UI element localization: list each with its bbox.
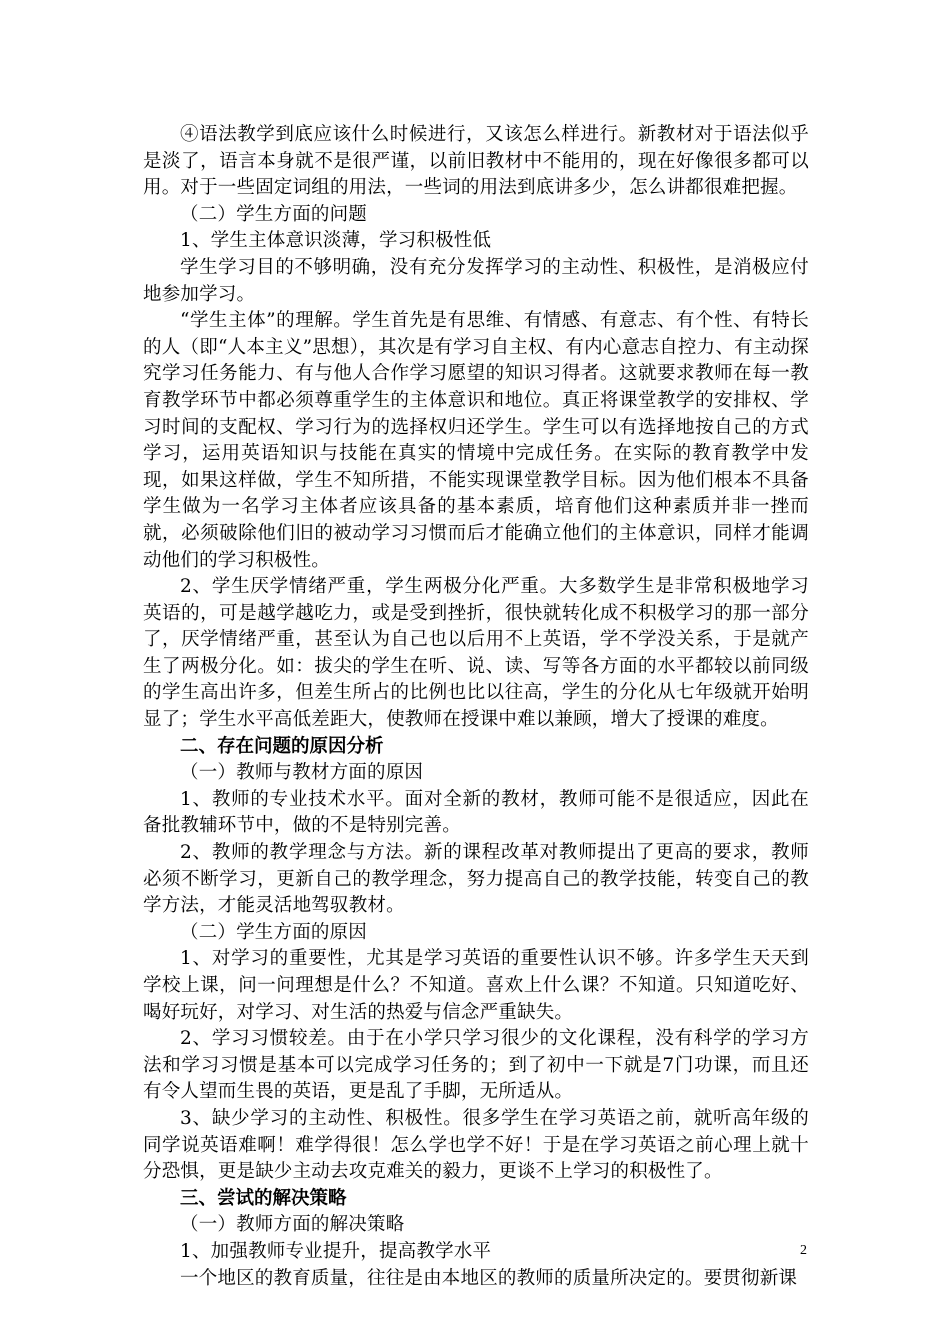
document-body <box>143 122 809 1292</box>
paragraph: 一个地区的教育质量，往往是由本地区的教师的质量所决定的。要贯彻新课 <box>180 1267 798 1289</box>
paragraph: 1、对学习的重要性，尤其是学习英语的重要性认识不够。许多学生天天到学校上课，问一问理想是什么？不知道。喜欢上什么课？不知道。只知道吃好、喝好玩好，对学习、对生活的热爱与信念严重缺失。 <box>143 948 809 1023</box>
paragraph: ④语法教学到底应该什么时候进行，又该怎么样进行。新教材对于语法似乎是淡了，语言本身就不是很严谨，以前旧教材中不能用的，现在好像很多都可以用。对于一些固定词组的用法，一些词的用法到底讲多少，怎么讲都很难把握。 <box>143 124 809 199</box>
paragraph: 学生学习目的不够明确，没有充分发挥学习的主动性、积极性，是消极应付地参加学习。 <box>143 256 809 305</box>
paragraph: 2、学生厌学情绪严重，学生两极分化严重。大多数学生是非常积极地学习英语的，可是越学越吃力，或是受到挫折，很快就转化成不积极学习的那一部分了，厌学情绪严重，甚至认为自己也以后用不上英语，学不学没关系，于是就产生了两极分化。如：拔尖的学生在听、说、读、写等各方面的水平都较以前同级的学生高出许多，但差生所占的比例也比以往高，学生的分化从七年级就开始明显了；学生水平高低差距大，使教师在授课中难以兼顾，增大了授课的难度。 <box>143 576 809 731</box>
paragraph: 1、教师的专业技术水平。面对全新的教材，教师可能不是很适应，因此在备批教辅环节中，做的不是特别完善。 <box>143 788 809 837</box>
paragraph: （一）教师与教材方面的原因 <box>180 762 424 784</box>
paragraph: 3、缺少学习的主动性、积极性。很多学生在学习英语之前，就听高年级的同学说英语难啊！难学得很！怎么学也学不好！于是在学习英语之前心理上就十分恐惧，更是缺少主动去攻克难关的毅力，更谈不上学习的积极性了。 <box>143 1107 809 1183</box>
paragraph: 2、教师的教学理念与方法。新的课程改革对教师提出了更高的要求，教师必须不断学习，更新自己的教学理念，努力提高自己的教学技能，转变自己的教学方法，才能灵活地驾驭教材。 <box>143 842 809 917</box>
section-heading: 三、尝试的解决策略 <box>180 1187 347 1209</box>
paragraph: “学生主体”的理解。学生首先是有思维、有情感、有意志、有个性、有特长的人（即“人本主义”思想），其次是有学习自主权、有内心意志自控力、有主动探究学习任务能力、有与他人合作学习愿望的知识习得者。这就要求教师在每一教育教学环节中都必须尊重学生的主体意识和地位。真正将课堂教学的安排权、学习时间的支配权、学习行为的选择权归还学生。学生可以有选择地按自己的方式学习，运用英语知识与技能在真实的情境中完成任务。在实际的教育教学中发现，如果这样做，学生不知所措，不能实现课堂教学目标。因为他们根本不具备学生做为一名学习主体者应该具备的基本素质，培育他们这种素质并非一挫而就，必须破除他们旧的被动学习习惯而后才能确立他们的主体意识，同样才能调动他们的学习积极性。 <box>143 310 809 571</box>
section-heading: 二、存在问题的原因分析 <box>180 735 384 757</box>
paragraph: 2、学习习惯较差。由于在小学只学习很少的文化课程，没有科学的学习方法和学习习惯是基本可以完成学习任务的；到了初中一下就是7门功课，而且还有令人望而生畏的英语，更是乱了手脚，无所适从。 <box>143 1028 809 1103</box>
paragraph: 1、学生主体意识淡薄，学习积极性低 <box>180 230 492 252</box>
paragraph: （二）学生方面的原因 <box>180 921 368 943</box>
paragraph: （二）学生方面的问题 <box>180 203 368 225</box>
page-number: 2 <box>800 1243 807 1258</box>
paragraph: （一）教师方面的解决策略 <box>180 1214 405 1236</box>
paragraph: 1、加强教师专业提升，提高教学水平 <box>180 1240 492 1262</box>
